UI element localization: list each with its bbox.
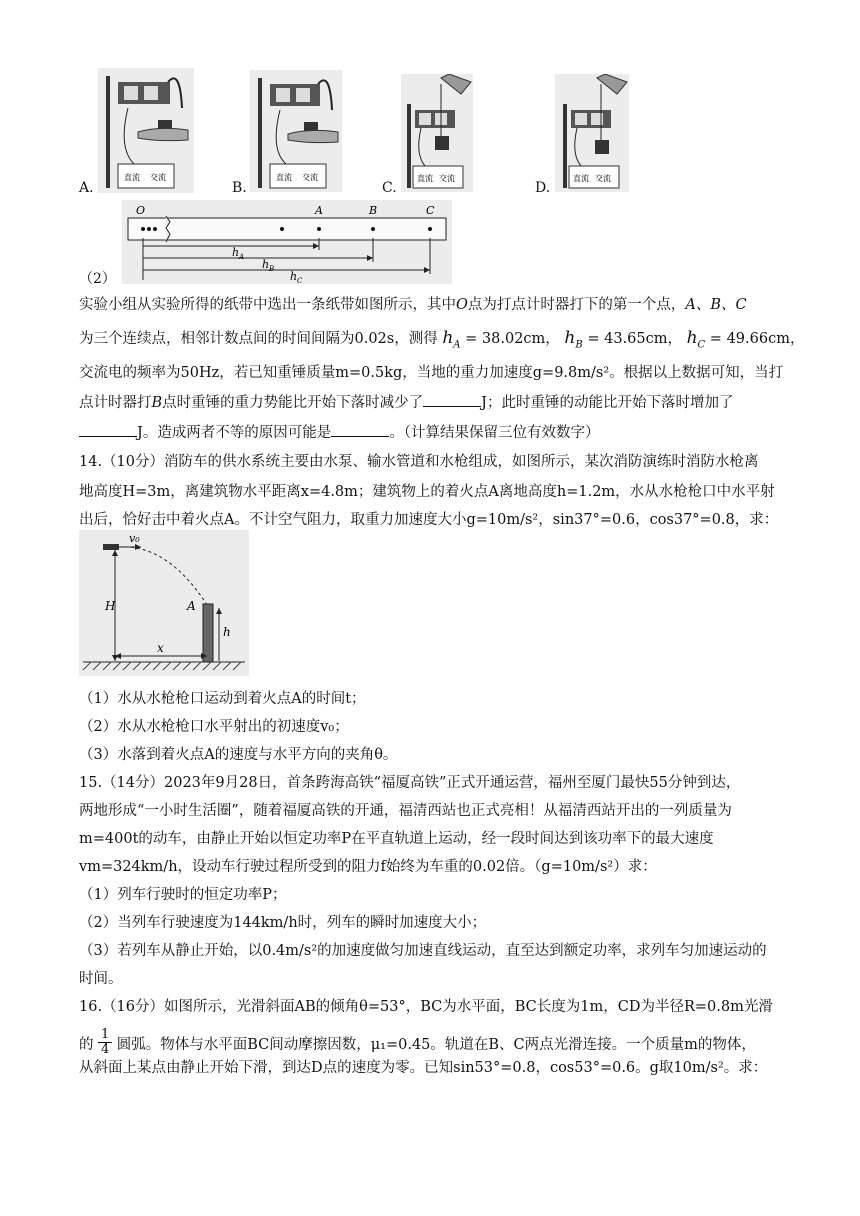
q15-sub-1: （1）列车行驶时的恒定功率P； [79, 887, 287, 903]
svg-text:交流: 交流 [439, 174, 455, 183]
q15-sub-2: （2）当列车行驶速度为144km/h时，列车的瞬时加速度大小； [79, 915, 487, 931]
q15-sub-3a: （3）若列车从静止开始，以0.4m/s²的加速度做匀加速直线运动，直至达到额定功率，求列车匀加速运动的 [79, 943, 767, 959]
svg-text:C: C [297, 277, 303, 284]
q15-line-1: 15.（14分）2023年9月28日，首条跨海高铁“福厦高铁”正式开通运营，福州至厦门最快55分钟到达， [79, 775, 741, 791]
apparatus-figure-a [98, 68, 194, 193]
q14-sub-1: （1）水从水枪枪口运动到着火点A的时间t； [79, 691, 366, 707]
dc-label: 直流 [124, 173, 140, 182]
q16-line-1: 16.（16分）如图所示，光滑斜面AB的倾角θ=53°，BC为水平面，BC长度为1m，CD为半径R=0.8m光滑 [79, 999, 773, 1015]
tape-hb-label: h [262, 258, 270, 271]
q14-sub-3: （3）水落到着火点A的速度与水平方向的夹角θ。 [79, 747, 398, 763]
answer-blank-3[interactable] [331, 422, 389, 437]
q13-line-1: 实验小组从实验所得的纸带中选出一条纸带如图所示，其中O点为打点计时器打下的第一个点，A、B、C [79, 297, 747, 313]
tape-point-c: C [426, 204, 435, 217]
option-d-label: D. [535, 180, 551, 196]
option-b-label: B. [232, 180, 247, 196]
svg-text:交流: 交流 [302, 173, 318, 182]
answer-blank-2[interactable] [79, 422, 137, 437]
q14-line-1: 14.（10分）消防车的供水系统主要由水泵、输水管道和水枪组成，如图所示，某次消防演练时消防水枪离 [79, 454, 759, 470]
hb-value: 43.65cm [604, 331, 668, 347]
hc-value: 49.66cm [726, 331, 790, 347]
h-small-label: h [223, 625, 231, 639]
option-a-label: A. [79, 180, 94, 196]
quarter-fraction: $\frac{1}{4}$ [98, 1028, 112, 1057]
tape-point-o: O [136, 204, 146, 217]
q15-line-2: 两地形成“一小时生活圈”，随着福厦高铁的开通，福清西站也正式亮相！从福清西站开出的一列质量为 [79, 803, 732, 819]
svg-text:A: A [239, 253, 245, 261]
ha-value: 38.02cm [481, 331, 546, 347]
v0-label: v₀ [129, 532, 140, 545]
option-c-label: C. [382, 180, 397, 196]
q14-sub-2: （2）水从水枪枪口水平射出的初速度v₀； [79, 719, 349, 735]
svg-text:直流: 直流 [573, 174, 589, 183]
ac-label: 交流 [150, 173, 166, 182]
apparatus-figure-c [401, 74, 473, 192]
q14-line-2: 地高度H=3m，离建筑物水平距离x=4.8m；建筑物上的着火点A离地高度h=1.2m，水从水枪枪口中水平射 [79, 484, 775, 500]
tape-point-b: B [369, 204, 378, 217]
point-a-label: A [187, 599, 196, 613]
apparatus-figure-d [555, 74, 629, 192]
q13-line-4: 点计时器打B点时重锤的重力势能比开始下落时减少了 J；此时重锤的动能比开始下落时增加了 [79, 392, 733, 413]
answer-blank-1[interactable] [423, 392, 481, 407]
q13-line-2: 为三个连续点，相邻计数点间的时间间隔为0.02s，测得 $h_A = 38.02cm$， $h_B = 43.65cm$， $h_C = 49.66cm$， [79, 328, 805, 351]
q15-line-3: m=400t的动车，由静止开始以恒定功率P在平直轨道上运动，经一段时间达到该功率下的最大速度 [79, 831, 714, 847]
apparatus-figure-b [250, 70, 342, 192]
part-2-label: （2） [79, 271, 116, 287]
q13-line-5: J。造成两者不等的原因可能是 。（计算结果保留三位有效数字） [79, 422, 600, 443]
q13-line-3: 交流电的频率为50Hz，若已知重锤质量m=0.5kg，当地的重力加速度g=9.8m/s²。根据以上数据可知，当打 [79, 365, 784, 381]
x-label: x [157, 641, 164, 655]
tape-ha-label: h [232, 246, 240, 259]
tape-point-a: A [315, 204, 323, 217]
svg-text:交流: 交流 [595, 174, 611, 183]
svg-text:直流: 直流 [417, 174, 433, 183]
fire-hose-figure [79, 530, 249, 676]
paper-tape-figure [122, 200, 452, 284]
q15-sub-3b: 时间。 [79, 971, 123, 987]
svg-text:B: B [269, 265, 275, 273]
q16-line-3: 从斜面上某点由静止开始下滑，到达D点的速度为零。已知sin53°=0.8，cos53°=0.6。g取10m/s²。求： [79, 1060, 768, 1076]
q15-line-4: vm=324km/h，设动车行驶过程所受到的阻力f始终为车重的0.02倍。（g=10m/s²）求： [79, 859, 657, 875]
h-big-label: H [105, 599, 116, 613]
q16-line-2: 的 $\frac{1}{4}$ 圆弧。物体与水平面BC间动摩擦因数，μ₁=0.45。轨道在B、C两点光滑连接。一个质量m的物体， [79, 1027, 756, 1057]
q14-line-3: 出后，恰好击中着火点A。不计空气阻力，取重力加速度大小g=10m/s²，sin37°=0.6，cos37°=0.8，求： [79, 512, 779, 528]
svg-text:直流: 直流 [276, 173, 292, 182]
tape-hc-label: h [290, 270, 298, 283]
